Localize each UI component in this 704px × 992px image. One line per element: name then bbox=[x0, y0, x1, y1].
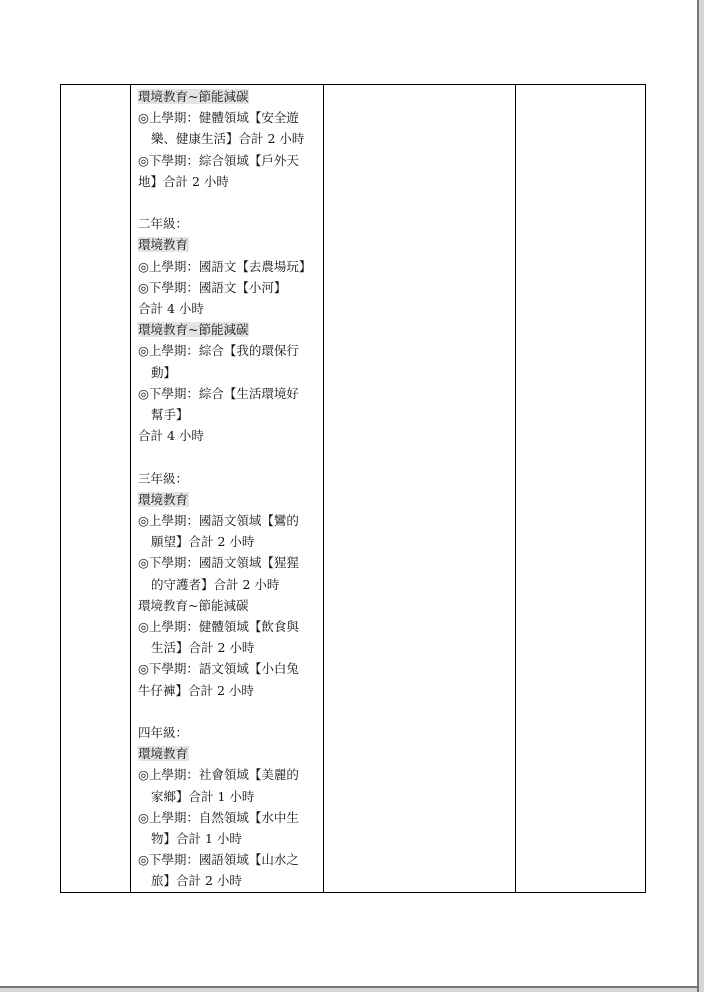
curriculum-table bbox=[60, 84, 646, 893]
text-line: ◎下學期：語文領域【小白兔 bbox=[138, 661, 299, 677]
table-cell-empty-1 bbox=[61, 85, 131, 893]
text-line: ◎下學期：國語文【小河】 bbox=[138, 279, 287, 295]
text-line: ◎下學期：綜合【生活環境好 bbox=[138, 385, 299, 401]
grade-title: 四年級： bbox=[138, 725, 189, 741]
text-line: 物】合計 1 小時 bbox=[151, 831, 242, 847]
table-cell-curriculum bbox=[131, 85, 324, 893]
text-line: 動】 bbox=[151, 364, 177, 380]
curriculum-content bbox=[131, 85, 323, 892]
text-line: ◎上學期：國語文【去農場玩】 bbox=[138, 258, 312, 274]
text-line: 幫手】 bbox=[151, 407, 189, 423]
text-line: 牛仔褲】合計 2 小時 bbox=[138, 682, 254, 698]
text-line: ◎上學期：國語文領域【鸞的 bbox=[138, 513, 299, 529]
grade-title: 三年級： bbox=[138, 470, 189, 486]
spacer bbox=[138, 446, 323, 467]
text-line: 地】合計 2 小時 bbox=[138, 173, 229, 189]
text-line: ◎下學期：國語文領域【猩猩 bbox=[138, 555, 299, 571]
table-cell-empty-4 bbox=[516, 85, 646, 893]
section-heading: 環境教育 bbox=[138, 746, 189, 762]
page-shadow-right bbox=[699, 0, 704, 992]
page-border-bottom bbox=[0, 986, 699, 988]
text-line: 家鄉】合計 1 小時 bbox=[151, 788, 255, 804]
text-line: 生活】合計 2 小時 bbox=[151, 640, 255, 656]
text-line: ◎下學期：國語領域【山水之 bbox=[138, 852, 299, 868]
page-border-right bbox=[697, 0, 699, 992]
spacer bbox=[138, 192, 323, 213]
section-heading: 環境教育 bbox=[138, 237, 189, 253]
text-line: ◎上學期：綜合【我的環保行 bbox=[138, 343, 299, 359]
page-shadow-bottom bbox=[0, 988, 704, 992]
table-row bbox=[61, 85, 646, 893]
text-line: 樂、健康生活】合計 2 小時 bbox=[151, 131, 305, 147]
text-line: ◎上學期：健體領域【安全遊 bbox=[138, 110, 299, 126]
spacer bbox=[138, 701, 323, 722]
section-heading: 環境教育 bbox=[138, 491, 189, 507]
section-heading: 環境教育~節能減碳 bbox=[138, 89, 249, 104]
text-line: 合計 4 小時 bbox=[138, 301, 204, 317]
section-heading: 環境教育~節能減碳 bbox=[138, 322, 249, 338]
text-line: 的守護者】合計 2 小時 bbox=[151, 576, 280, 592]
text-line: ◎下學期：綜合領域【戶外天 bbox=[138, 152, 299, 168]
table-cell-empty-3 bbox=[324, 85, 516, 893]
text-line: 願望】合計 2 小時 bbox=[151, 534, 255, 550]
text-line: 旅】合計 2 小時 bbox=[151, 873, 242, 889]
grade-title: 二年級： bbox=[138, 216, 189, 232]
section-heading: 環境教育~節能減碳 bbox=[138, 597, 249, 613]
text-line: ◎上學期：社會領域【美麗的 bbox=[138, 767, 299, 783]
text-line: 合計 4 小時 bbox=[138, 428, 204, 444]
text-line: ◎上學期：自然領域【水中生 bbox=[138, 809, 299, 825]
text-line: ◎上學期：健體領域【飲食與 bbox=[138, 619, 299, 635]
